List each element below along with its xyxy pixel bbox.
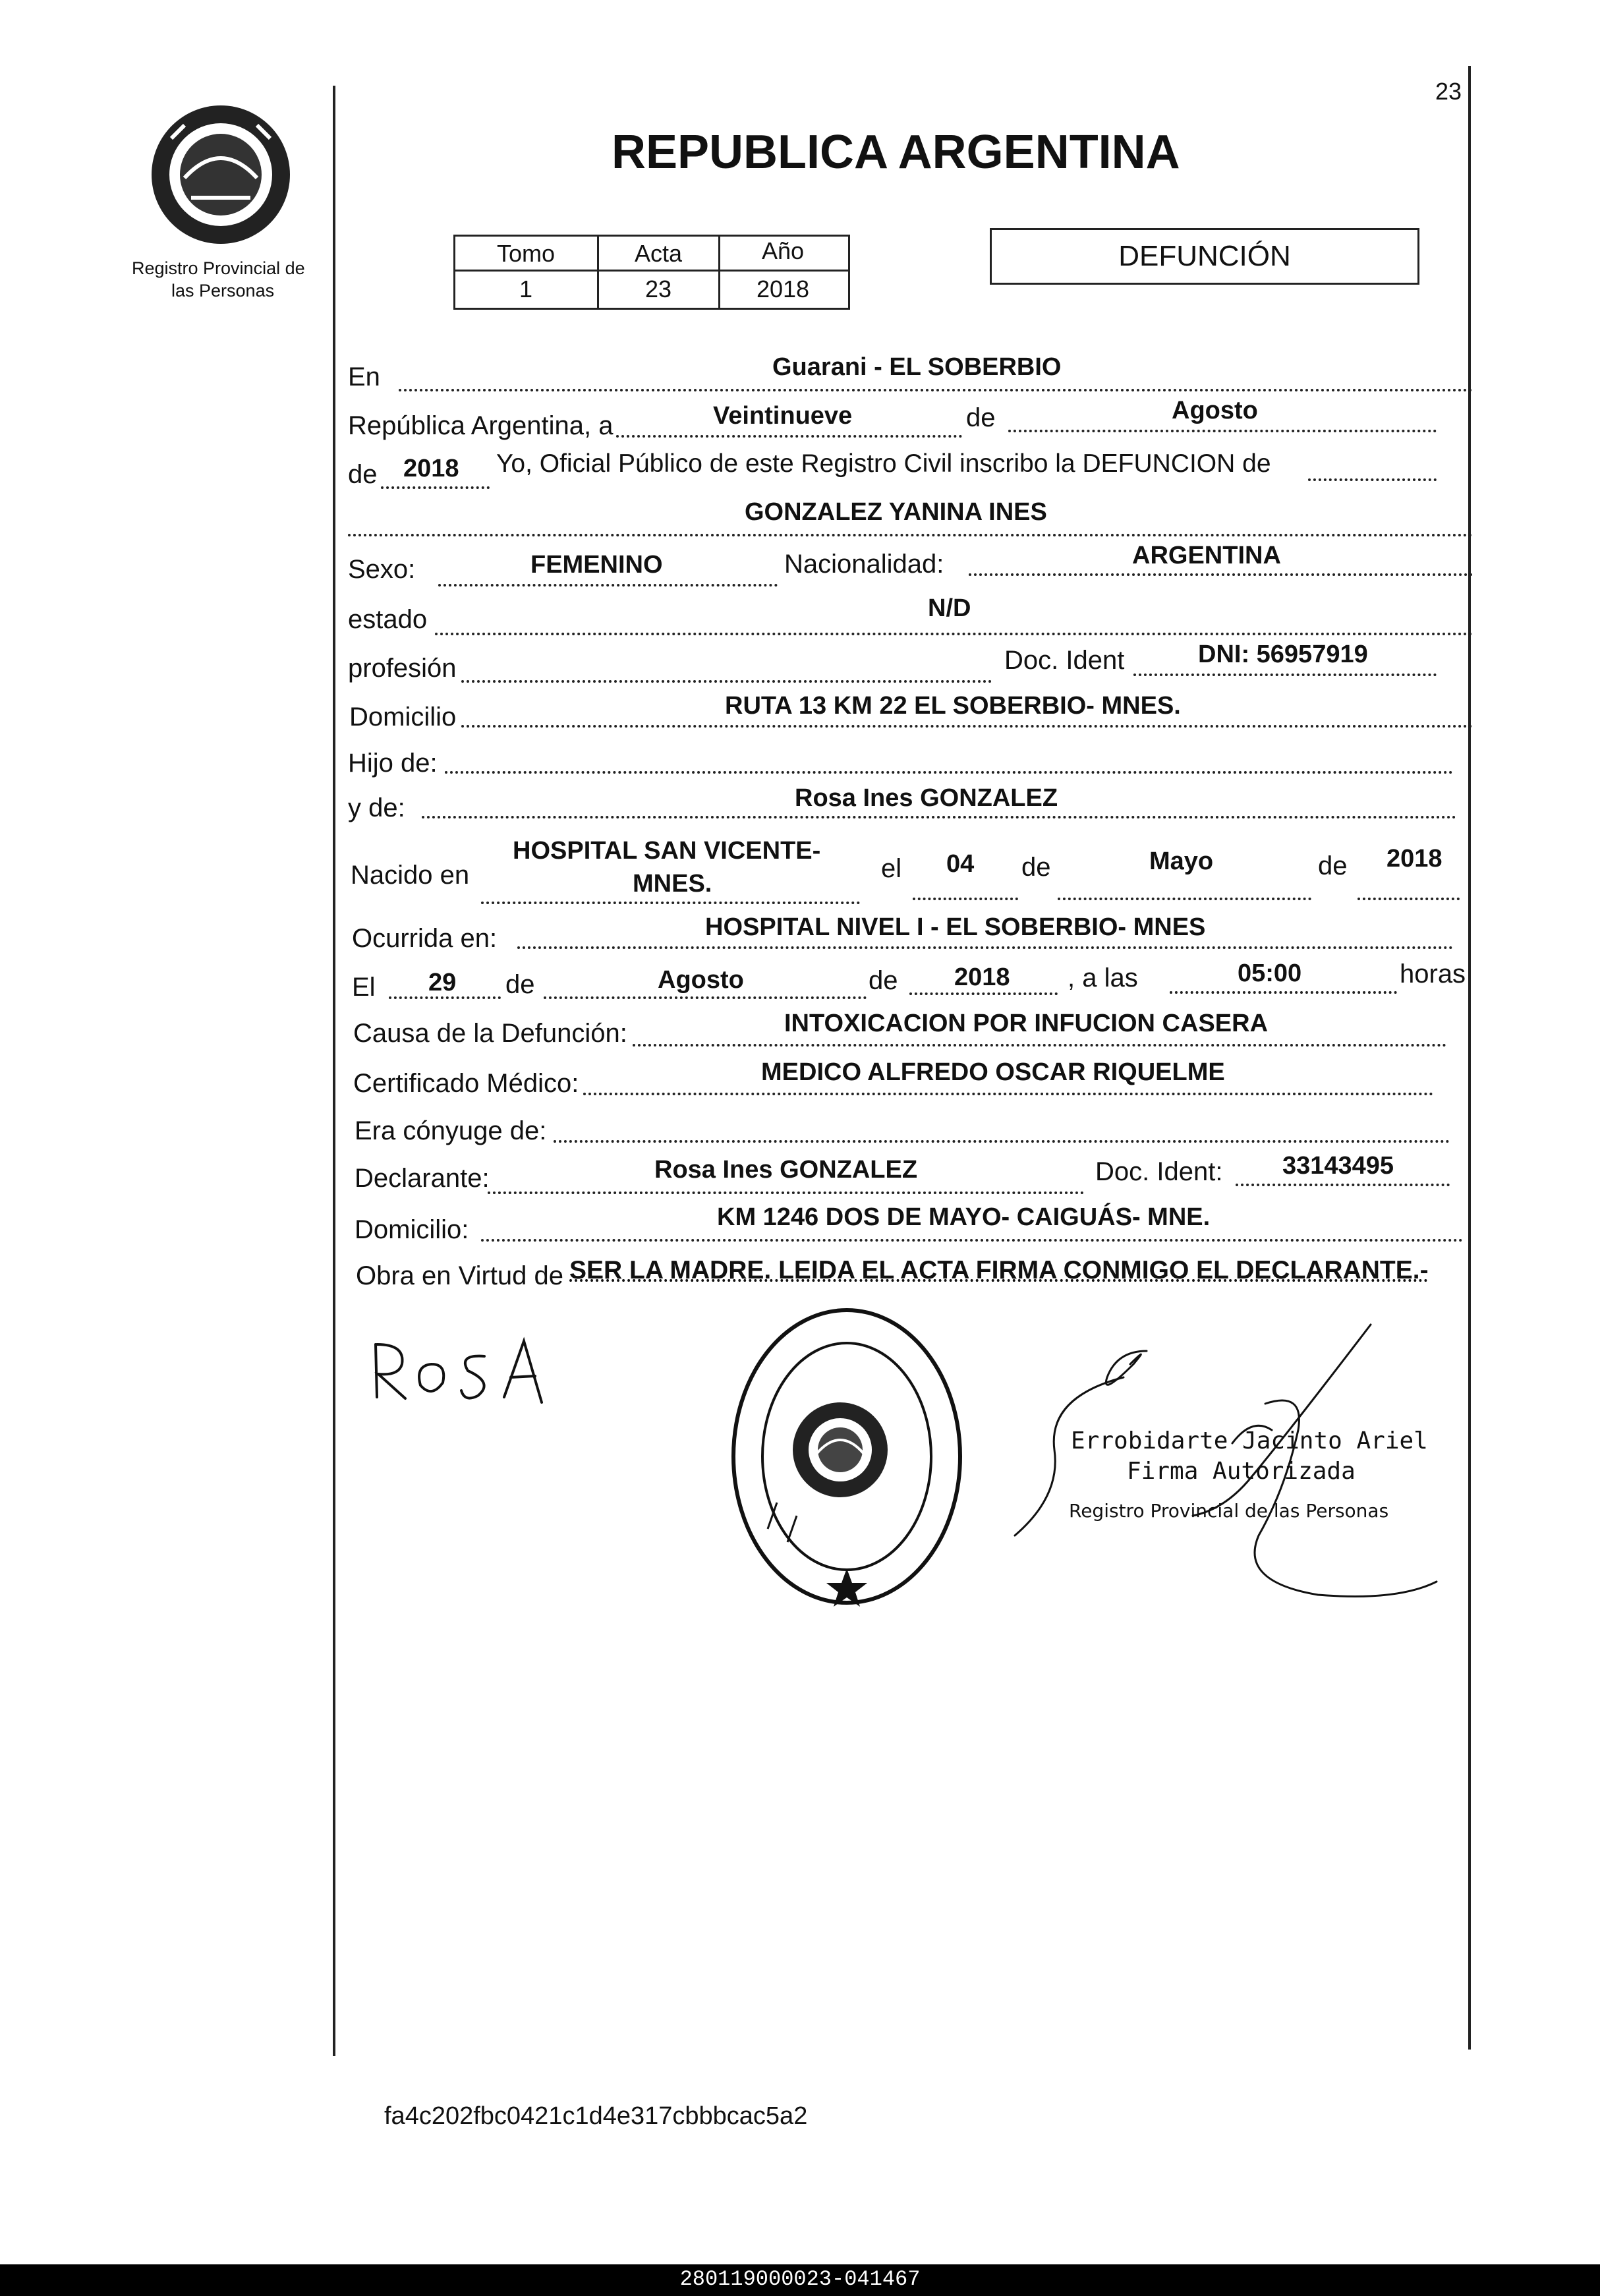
label-doc-ident: Doc. Ident	[1004, 646, 1125, 675]
nombre-value: GONZALEZ YANINA INES	[745, 498, 1047, 526]
label-causa: Causa de la Defunción:	[353, 1019, 627, 1048]
nac-mes-value: Mayo	[1149, 847, 1214, 875]
label-certificado: Certificado Médico:	[353, 1069, 579, 1098]
label-conyuge: Era cónyuge de:	[355, 1116, 547, 1145]
right-margin-line	[1468, 66, 1471, 2050]
page-number: 23	[1435, 78, 1462, 105]
ocurrida-en-value: HOSPITAL NIVEL I - EL SOBERBIO- MNES	[705, 913, 1206, 941]
label-yo: Yo, Oficial Público de este Registro Civil inscribo la DEFUNCION de	[496, 449, 1271, 478]
sexo-value: FEMENINO	[530, 551, 663, 579]
label-el-upper: El	[352, 973, 376, 1002]
lugar-value: Guarani - EL SOBERBIO	[772, 353, 1062, 381]
declarante-domicilio-value: KM 1246 DOS DE MAYO- CAIGUÁS- MNE.	[717, 1203, 1211, 1231]
nac-dia-value: 04	[946, 850, 975, 878]
label-profesion: profesión	[348, 654, 457, 683]
obra-value: SER LA MADRE. LEIDA EL ACTA FIRMA CONMIGO EL DECLARANTE.-	[569, 1256, 1429, 1284]
official-office: Registro Provincial de las Personas	[1069, 1500, 1389, 1522]
domicilio-value: RUTA 13 KM 22 EL SOBERBIO- MNES.	[725, 692, 1181, 720]
anio-value: 2018	[756, 275, 810, 302]
causa-value: INTOXICACION POR INFUCION CASERA	[784, 1010, 1269, 1037]
record-type: DEFUNCIÓN	[1118, 240, 1291, 272]
label-estado: estado	[348, 605, 428, 634]
acta-value: 23	[644, 275, 672, 302]
anio-header: Año	[761, 237, 805, 264]
label-nacido-en: Nacido en	[351, 861, 470, 890]
declarante-value: Rosa Ines GONZALEZ	[654, 1156, 918, 1184]
label-declarante: Declarante:	[355, 1164, 490, 1193]
nac-anio-value: 2018	[1386, 845, 1443, 873]
nacionalidad-value: ARGENTINA	[1132, 542, 1281, 569]
declarante-doc-value: 33143495	[1282, 1152, 1394, 1180]
label-domicilio-2: Domicilio:	[355, 1215, 469, 1244]
dia-texto-value: Veintinueve	[713, 402, 853, 430]
footer-id: 280119000023-041467	[679, 2267, 921, 2291]
label-obra: Obra en Virtud de	[356, 1261, 564, 1290]
def-anio-value: 2018	[954, 963, 1010, 991]
document-title: REPUBLICA ARGENTINA	[612, 126, 1180, 179]
label-domicilio: Domicilio	[349, 703, 457, 732]
label-de-n1: de	[1021, 853, 1051, 882]
def-dia-value: 29	[428, 969, 457, 996]
document-hash: fa4c202fbc0421c1d4e317cbbbcac5a2	[384, 2102, 808, 2130]
label-republica: República Argentina, a	[348, 411, 614, 440]
official-role: Firma Autorizada	[1127, 1458, 1356, 1485]
estado-value: N/D	[928, 594, 971, 622]
label-de-n2: de	[1318, 851, 1348, 880]
madre-value: Rosa Ines GONZALEZ	[795, 784, 1058, 812]
declarant-signature-icon	[369, 1325, 554, 1417]
def-mes-value: Agosto	[658, 966, 744, 994]
mes-value: Agosto	[1172, 397, 1258, 424]
official-name: Errobidarte Jacinto Ariel	[1071, 1427, 1428, 1454]
label-horas: horas	[1400, 960, 1466, 989]
left-margin-line	[333, 86, 335, 2056]
tomo-value: 1	[519, 275, 533, 302]
registry-label-2: las Personas	[171, 281, 275, 301]
registry-label: Registro Provincial de	[132, 258, 305, 278]
label-el: el	[881, 854, 902, 883]
label-y-de: y de:	[348, 793, 405, 822]
label-de-o1: de	[505, 970, 535, 999]
label-nacionalidad: Nacionalidad:	[784, 550, 944, 579]
anio-texto-value: 2018	[403, 455, 459, 482]
label-sexo: Sexo:	[348, 555, 416, 584]
nacido-en-value-2: MNES.	[633, 870, 712, 898]
label-hijo-de: Hijo de:	[348, 749, 438, 778]
tomo-header: Tomo	[496, 240, 556, 267]
province-seal-icon	[145, 99, 297, 250]
label-de-o2: de	[869, 966, 898, 995]
nacido-en-value-1: HOSPITAL SAN VICENTE-	[513, 837, 821, 865]
label-ocurrida-en: Ocurrida en:	[352, 924, 498, 953]
registry-stamp-icon	[728, 1305, 965, 1608]
label-de-2: de	[348, 460, 378, 489]
def-hora-value: 05:00	[1238, 960, 1302, 987]
acta-header: Acta	[634, 240, 683, 267]
label-en: En	[348, 362, 380, 391]
label-de-1: de	[966, 403, 996, 432]
label-doc-ident-2: Doc. Ident:	[1095, 1157, 1223, 1186]
dni-value: DNI: 56957919	[1198, 641, 1368, 668]
certificado-value: MEDICO ALFREDO OSCAR RIQUELME	[761, 1058, 1225, 1086]
label-a-las: , a las	[1068, 963, 1138, 992]
